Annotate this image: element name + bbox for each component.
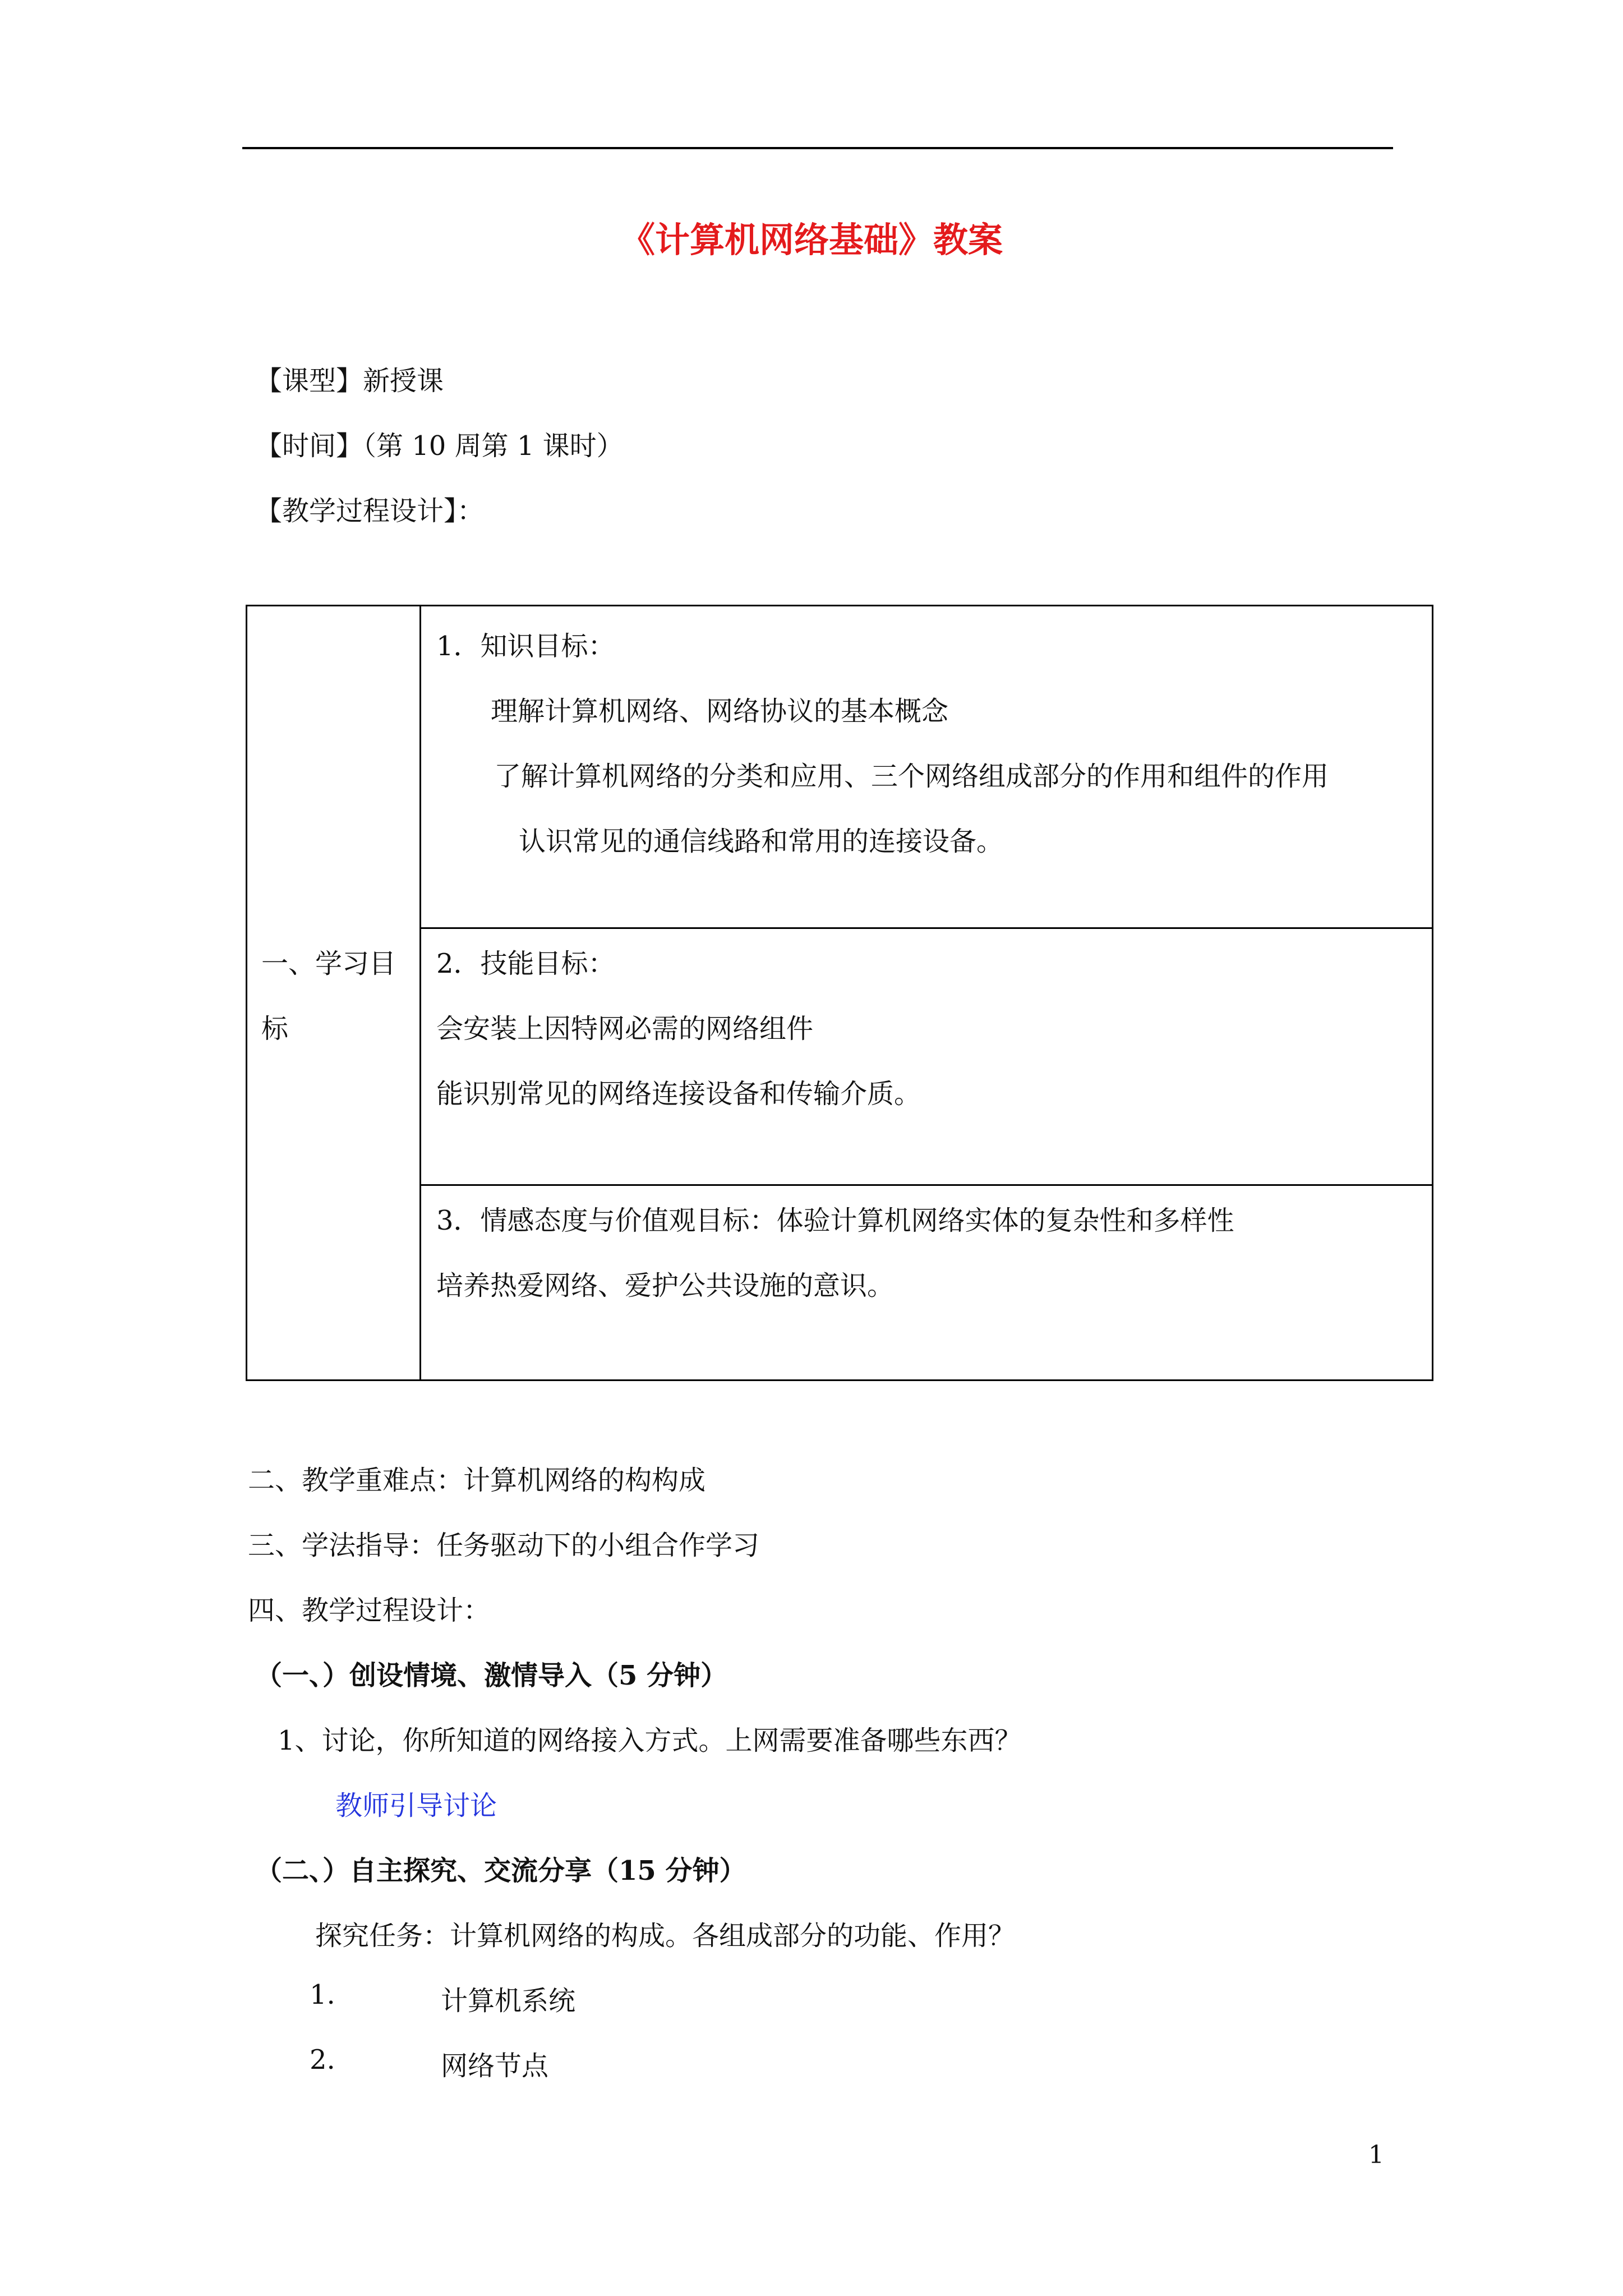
part2-task: 探究任务：计算机网络的构成。各组成部分的功能、作用？	[315, 1920, 1016, 1952]
skill-item: 能识别常见的网络连接设备和传输介质。	[436, 1078, 921, 1110]
skill-item: 会安装上因特网必需的网络组件	[436, 1013, 814, 1045]
lesson-time: 【时间】（第 10 周第 1 课时）	[255, 430, 624, 462]
objectives-table	[246, 605, 1433, 1381]
table-row-divider	[419, 927, 1432, 929]
list-item-number: 2.	[310, 2044, 335, 2076]
part1-item: 1、讨论，你所知道的网络接入方式。上网需要准备哪些东西？	[278, 1725, 1022, 1756]
key-points: 二、教学重难点：计算机网络的构构成	[248, 1465, 706, 1496]
table-column-divider	[419, 606, 421, 1379]
knowledge-item: 理解计算机网络、网络协议的基本概念	[491, 696, 949, 727]
knowledge-item: 了解计算机网络的分类和应用、三个网络组成部分的作用和组件的作用	[494, 761, 1329, 792]
teacher-note: 教师引导讨论	[335, 1790, 497, 1821]
document-title: 《计算机网络基础》教案	[620, 219, 1003, 260]
list-item-text: 网络节点	[441, 2050, 549, 2082]
objectives-row-label: 一、学习目	[261, 948, 396, 979]
knowledge-item: 认识常见的通信线路和常用的连接设备。	[519, 826, 1004, 857]
process-design-label: 【教学过程设计】：	[255, 495, 485, 527]
table-row-divider	[419, 1184, 1432, 1186]
part2-heading: （二、）自主探究、交流分享（15 分钟）	[255, 1855, 746, 1887]
emotion-item: 培养热爱网络、爱护公共设施的意识。	[436, 1270, 895, 1301]
part1-heading: （一、）创设情境、激情导入（5 分钟）	[255, 1660, 728, 1691]
list-item-number: 1.	[310, 1979, 335, 2010]
process-design-heading: 四、教学过程设计：	[248, 1595, 491, 1626]
page-number: 1	[1368, 2141, 1384, 2169]
learning-method: 三、学法指导：任务驱动下的小组合作学习	[248, 1530, 760, 1561]
emotion-heading: 3．情感态度与价值观目标：体验计算机网络实体的复杂性和多样性	[436, 1205, 1234, 1236]
list-item-text: 计算机系统	[441, 1985, 576, 2017]
course-type: 【课型】新授课	[255, 365, 444, 397]
knowledge-heading: 1．知识目标：	[436, 631, 615, 662]
header-rule	[242, 147, 1393, 149]
objectives-row-label-cont: 标	[261, 1013, 289, 1045]
skill-heading: 2．技能目标：	[436, 948, 615, 979]
